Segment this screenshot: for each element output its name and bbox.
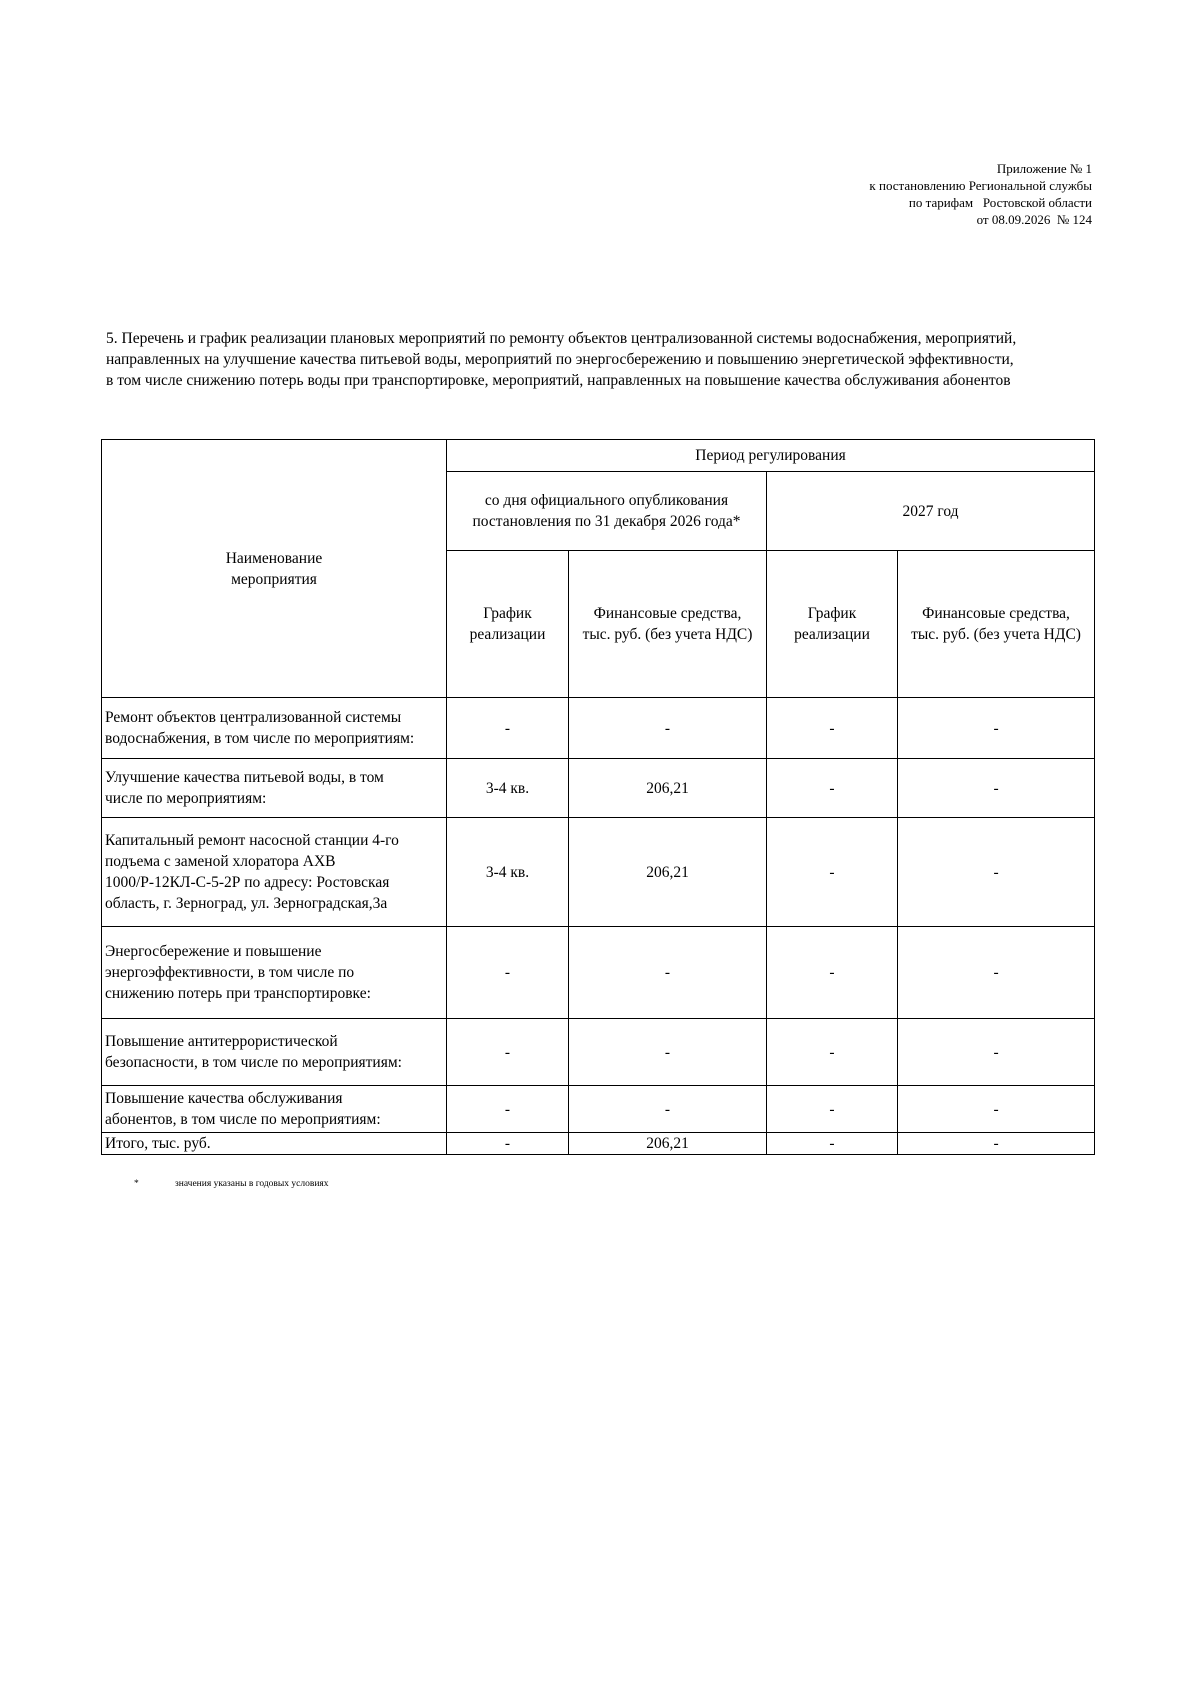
row-name-line: 1000/Р-12КЛ-С-5-2Р по адресу: Ростовская: [105, 874, 390, 891]
appendix-line: по тарифам Ростовской области: [908, 195, 1092, 210]
table-row: [102, 698, 1095, 759]
schedule-2026-cell: -: [447, 1086, 569, 1133]
header-text: График: [807, 605, 857, 622]
finance-2027-cell: -: [898, 759, 1095, 818]
row-name-line: Улучшение качества питьевой воды, в том: [105, 769, 384, 786]
header-text: Наименование: [225, 549, 323, 567]
header-text: Финансовые средства,: [593, 605, 742, 622]
row-name-cell: [102, 759, 447, 818]
schedule-2026-cell: 3-4 кв.: [447, 818, 569, 927]
finance-2026-cell: -: [569, 1086, 767, 1133]
row-name-cell: [102, 698, 447, 759]
footnote: [134, 1178, 329, 1190]
finance-2026-cell: -: [569, 1019, 767, 1086]
schedule-2026-cell: -: [447, 1019, 569, 1086]
appendix-line: к постановлению Региональной службы: [869, 178, 1092, 193]
row-name-line: водоснабжения, в том числе по мероприятиям:: [105, 730, 415, 747]
row-name-line: Повышение антитеррористической: [105, 1033, 338, 1050]
schedule-2027-header: [767, 551, 898, 698]
appendix-block: [869, 160, 1092, 228]
row-name-line: область, г. Зерноград, ул. Зерноградская,3а: [105, 895, 388, 912]
period-header: Период регулирования: [447, 440, 1095, 472]
table-row: [102, 818, 1095, 927]
schedule-2027-cell: -: [767, 759, 898, 818]
schedule-2027-cell: -: [767, 1086, 898, 1133]
header-text: постановления по 31 декабря 2026 года*: [472, 513, 741, 530]
schedule-2026-cell: -: [447, 698, 569, 759]
schedule-2027-cell: -: [767, 818, 898, 927]
heading-line: направленных на улучшение качества питьевой воды, мероприятий по энергосбережению и повышению энергетической эффективности,: [106, 351, 1014, 368]
name-column-header: [102, 440, 447, 698]
total-label-cell: [102, 1133, 447, 1155]
finance-2027-header: [898, 551, 1095, 698]
row-name-line: Капитальный ремонт насосной станции 4-го: [105, 832, 399, 849]
row-name-cell: [102, 818, 447, 927]
table-row: [102, 927, 1095, 1019]
schedule-2027-cell: -: [767, 1019, 898, 1086]
section-heading: [106, 328, 1096, 391]
footnote-mark: *: [134, 1179, 139, 1189]
header-text: мероприятия: [231, 570, 317, 588]
row-name-line: снижению потерь при транспортировке:: [105, 985, 371, 1002]
row-name-cell: [102, 927, 447, 1019]
row-name-line: Итого, тыс. руб.: [105, 1134, 211, 1152]
finance-2026-header: [569, 551, 767, 698]
row-name-line: Энергосбережение и повышение: [105, 943, 322, 960]
table-row: [102, 1086, 1095, 1133]
header-text: со дня официального опубликования: [484, 492, 729, 509]
finance-2027-cell: -: [898, 927, 1095, 1019]
finance-2026-cell: -: [569, 927, 767, 1019]
row-name-cell: [102, 1086, 447, 1133]
schedule-2026-header: [447, 551, 569, 698]
header-text: тыс. руб. (без учета НДС): [582, 626, 753, 643]
total-row: [102, 1133, 1095, 1155]
appendix-line: Приложение № 1: [996, 161, 1092, 176]
row-name-line: энергоэффективности, в том числе по: [105, 964, 355, 981]
finance-2026-cell: 206,21: [569, 759, 767, 818]
row-name-cell: [102, 1019, 447, 1086]
finance-2027-cell: -: [898, 698, 1095, 759]
table-row: [102, 759, 1095, 818]
schedule-2026-cell: 3-4 кв.: [447, 759, 569, 818]
finance-2027-cell: -: [898, 1086, 1095, 1133]
schedule-2027-cell: -: [767, 927, 898, 1019]
finance-2026-cell: 206,21: [569, 818, 767, 927]
schedule-2026-cell: -: [447, 1133, 569, 1155]
schedule-2027-cell: -: [767, 1133, 898, 1155]
row-name-line: подъема с заменой хлоратора АХВ: [105, 853, 336, 870]
finance-2026-cell: 206,21: [569, 1133, 767, 1155]
period-2026-header: [447, 472, 767, 551]
finance-2027-cell: -: [898, 818, 1095, 927]
period-2027-header: 2027 год: [767, 472, 1095, 551]
header-text: реализации: [794, 626, 870, 643]
footnote-text: значения указаны в годовых условиях: [175, 1179, 329, 1189]
plan-table: [101, 439, 1095, 1155]
schedule-2027-cell: -: [767, 698, 898, 759]
schedule-2026-cell: -: [447, 927, 569, 1019]
appendix-line: от 08.09.2026 № 124: [976, 212, 1092, 227]
heading-line: 5. Перечень и график реализации плановых мероприятий по ремонту объектов централизованной системы водоснабжения, мероприятий,: [106, 330, 1017, 347]
row-name-line: абонентов, в том числе по мероприятиям:: [105, 1111, 381, 1128]
finance-2026-cell: -: [569, 698, 767, 759]
row-name-line: Повышение качества обслуживания: [105, 1090, 343, 1107]
row-name-line: числе по мероприятиям:: [105, 790, 267, 807]
row-name-line: безопасности, в том числе по мероприятиям:: [105, 1054, 402, 1071]
header-text: реализации: [469, 626, 546, 643]
header-text: Финансовые средства,: [922, 605, 1070, 622]
finance-2027-cell: -: [898, 1133, 1095, 1155]
heading-line: в том числе снижению потерь воды при транспортировке, мероприятий, направленных на повышение качества обслуживания абонентов: [106, 372, 1011, 389]
row-name-line: Ремонт объектов централизованной системы: [105, 709, 402, 726]
finance-2027-cell: -: [898, 1019, 1095, 1086]
header-text: График: [483, 605, 532, 622]
header-row-period: [102, 440, 1095, 472]
table-row: [102, 1019, 1095, 1086]
header-text: тыс. руб. (без учета НДС): [911, 626, 1081, 643]
